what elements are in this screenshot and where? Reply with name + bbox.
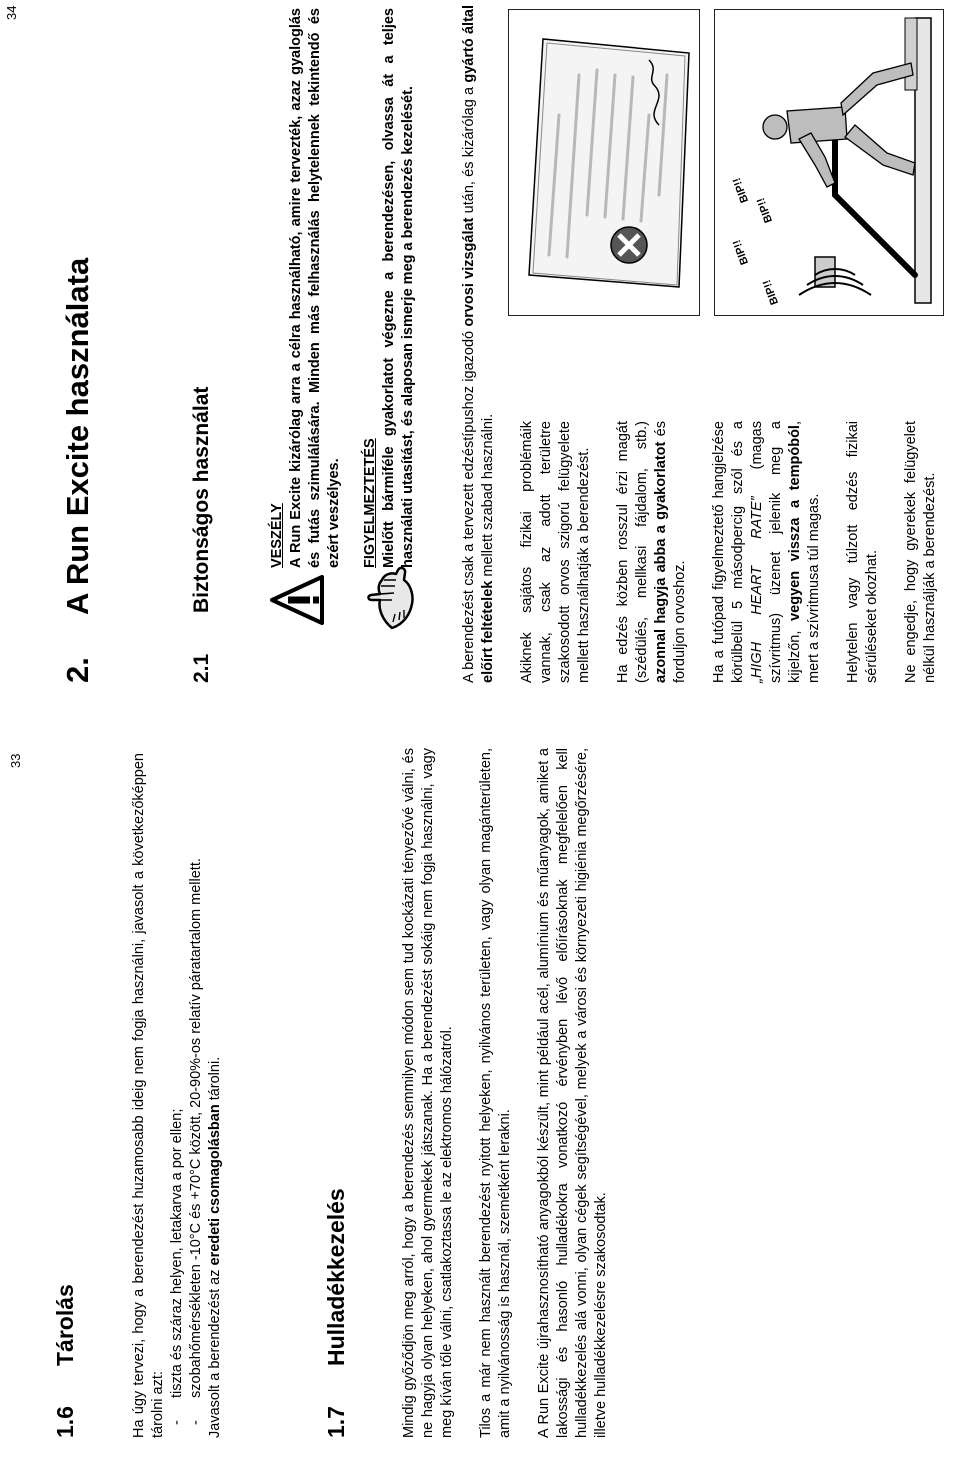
safety-paragraph: Ha a futópad figyelmeztető hangjelzése körülbelül 5 másodpercig szól és a „HIGH HEART RATE” (magas szívritmus) üzenet jelenik meg a kijelzőn, vegyen vissza a tempóból, mert a szívritmusa túl magas. (711, 421, 822, 683)
storage-section (130, 753, 225, 1438)
danger-notice (268, 8, 344, 568)
danger-label: VESZÉLY (269, 503, 285, 568)
safety-paragraph: Helytelen vagy túlzott edzés fizikai sérüléseket okozhat. (845, 421, 880, 683)
section-title-disposal (323, 1188, 350, 1438)
section-number: 1.7 (323, 1406, 349, 1438)
beep-label: BIP!! (754, 196, 776, 225)
subsection-number: 2.1 (190, 653, 213, 683)
storage-intro: Ha úgy tervezi, hogy a berendezést huzamosabb ideig nem fogja használni, javasolt a következőképpen tárolni azt: (131, 753, 166, 1438)
page-number-left: 33 (8, 753, 23, 768)
disposal-paragraph: Mindig győződjön meg arról, hogy a berendezés semmilyen módon sem tud kockázati tényezővé válni, és ne hagyja olyan helyeken, ahol gyermekek játszanak. Ha a berendezést sokáig nem fogja használni, vagy meg kíván tőle válni, csatlakoztassa le az elektromos hálózatról. (401, 748, 455, 1438)
chapter-title (60, 258, 96, 683)
storage-list-item: - szobahőmérsékleten -10°C és +70°C között, 20-90%-os relatív páratartalom mellett. (187, 753, 206, 1425)
chapter-heading: A Run Excite használata (60, 257, 95, 615)
disposal-section (400, 748, 611, 1438)
beep-label: BIP!! (730, 238, 752, 267)
storage-list-item: - tiszta és száraz helyen, letakarva a por ellen; (168, 753, 187, 1425)
medical-certificate-illustration (508, 9, 700, 316)
warning-triangle-icon (268, 574, 326, 626)
page-number-right: 34 (4, 5, 19, 20)
caution-text: Mielőtt bármiféle gyakorlatot végezne a berendezésen, olvassa át a teljes használati utasítást, és alaposan ismerje meg a berendezés kezelését. (381, 8, 416, 568)
subsection-heading: Biztonságos használat (190, 386, 213, 613)
safety-column (518, 421, 940, 683)
beep-label: BIP!! (730, 176, 752, 205)
disposal-paragraph: A Run Excite újrahasznosítható anyagokból készült, mint például acél, alumínium és műanyagok, amiket a lakossági és hasonló hulladékokra vonatkozó érvényben lévő előírásoknak megfelelően kell hulladékkezelés alá vonni, olyan cégek segítségével, melyek a városi és környezeti higiénia megőrzésére, illetve hulladékkezelésre szakosodtak. (536, 748, 609, 1438)
treadmill-runner-icon (715, 10, 943, 315)
disposal-paragraph: Tilos a már nem használt berendezést nyitott helyeken, nyilvános területen, vagy olyan magánterületen, amit a nyilvánosság is használ, szemétként lerakni. (478, 748, 513, 1438)
storage-closing: Javasolt a berendezést az eredeti csomagolásban tárolni. (207, 1056, 223, 1438)
caution-notice (361, 8, 418, 568)
treadmill-alarm-illustration (714, 9, 944, 316)
beep-label: BIP!! (760, 278, 782, 307)
section-number: 1.6 (52, 1406, 78, 1438)
subsection-title (190, 387, 214, 683)
certificate-document-icon (509, 10, 699, 315)
safety-paragraph: Ne engedje, hogy gyerekek felügyelet nélkül használják a berendezést. (903, 421, 938, 683)
section-heading: Tárolás (52, 1284, 78, 1366)
caution-label: FIGYELMEZTETÉS (362, 438, 378, 568)
safety-paragraph: Ha edzés közben rosszul érzi magát (szédülés, mellkasi fájdalom, stb.) azonnal hagyja abba a gyakorlatot és forduljon orvoshoz. (615, 421, 688, 683)
danger-text: A Run Excite kizárólag arra a célra használható, amire tervezték, azaz gyaloglás és futás szimulálására. Minden más felhasználás helytelennek tekintendő és ezért veszélyes. (288, 8, 342, 568)
section-heading: Hulladékkezelés (323, 1188, 349, 1366)
chapter-number: 2. (60, 657, 95, 683)
section-title-storage (52, 1284, 79, 1438)
storage-list (168, 753, 206, 1425)
safety-paragraph: Akiknek sajátos fizikai problémáik vannak, csak az adott területre szakosodott orvos szigorú felügyelete mellett használhatják a berendezést. (519, 421, 592, 683)
medical-check-paragraph: A berendezést csak a tervezett edzéstípushoz igazodó orvosi vizsgálat után, és kizárólag a gyártó által előírt feltételek mellett szabad használni. (461, 5, 496, 683)
pointing-hand-icon (362, 562, 420, 630)
